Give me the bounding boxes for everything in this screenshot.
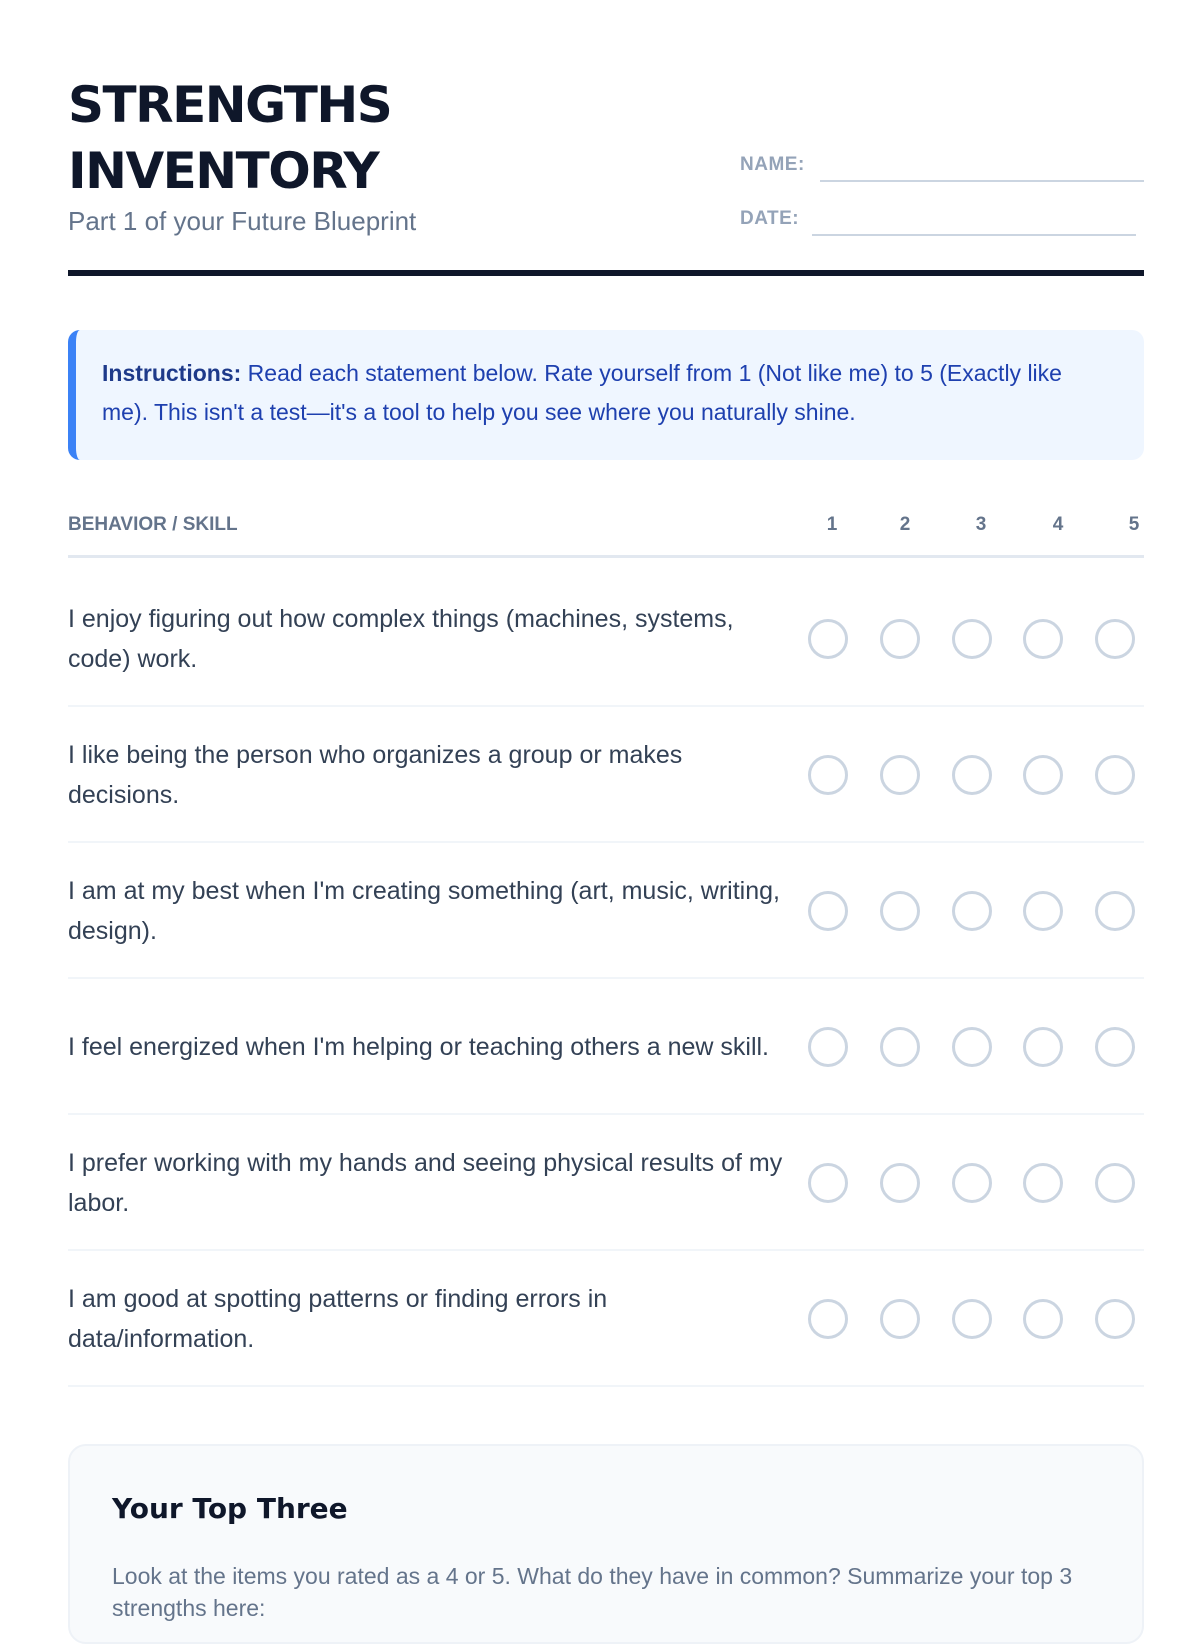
column-header-behavior: BEHAVIOR / SKILL [68,514,238,535]
rating-radio-1[interactable] [808,1027,848,1067]
rating-radio-3[interactable] [952,755,992,795]
table-row [68,979,1144,1115]
rating-radio-4[interactable] [1023,1027,1063,1067]
name-field[interactable] [820,180,1144,182]
column-header-2: 2 [899,514,911,535]
rating-radio-2[interactable] [880,619,920,659]
rating-radio-1[interactable] [808,755,848,795]
rating-radio-3[interactable] [952,1027,992,1067]
column-header-3: 3 [975,514,987,535]
table-header [68,506,1144,558]
title-line-2: INVENTORY [68,142,379,200]
top-three-section [68,1444,1144,1644]
rating-radio-5[interactable] [1095,1163,1135,1203]
statement-text: I feel energized when I'm helping or teaching others a new skill. [68,1033,770,1061]
page-subtitle: Part 1 of your Future Blueprint [68,206,417,236]
table-row [68,1251,1144,1387]
title-line-1: STRENGTHS [68,76,392,134]
column-header-4: 4 [1052,514,1064,535]
rating-radio-4[interactable] [1023,1299,1063,1339]
rating-radio-1[interactable] [808,1163,848,1203]
rating-radio-1[interactable] [808,619,848,659]
table-row [68,1115,1144,1251]
statement-text: I like being the person who organizes a group or makes decisions. [68,741,683,809]
top-three-title: Your Top Three [112,1492,348,1525]
worksheet-page [68,0,1144,1621]
rating-radio-4[interactable] [1023,755,1063,795]
header-divider [68,270,1144,276]
statement-text: I am good at spotting patterns or finding errors in data/information. [68,1285,608,1353]
rating-radio-4[interactable] [1023,1163,1063,1203]
rating-radio-2[interactable] [880,1163,920,1203]
rating-radio-5[interactable] [1095,619,1135,659]
instructions-box [68,330,1144,460]
column-header-5: 5 [1128,514,1140,535]
rating-radio-3[interactable] [952,619,992,659]
table-row [68,707,1144,843]
instructions-label: Instructions: [102,360,242,386]
rating-radio-3[interactable] [952,1299,992,1339]
statement-text: I prefer working with my hands and seeing physical results of my labor. [68,1149,783,1217]
rating-radio-1[interactable] [808,1299,848,1339]
rating-radio-2[interactable] [880,755,920,795]
rating-radio-5[interactable] [1095,1027,1135,1067]
table-row [68,843,1144,979]
rating-radio-2[interactable] [880,891,920,931]
rating-radio-5[interactable] [1095,1299,1135,1339]
rating-radio-5[interactable] [1095,891,1135,931]
rating-radio-2[interactable] [880,1027,920,1067]
date-label: DATE: [740,208,800,229]
top-three-instructions: Look at the items you rated as a 4 or 5. What do they have in common? Summarize your top 3 strengths here: [112,1563,1073,1621]
rating-radio-3[interactable] [952,1163,992,1203]
date-field[interactable] [812,234,1136,236]
rating-radio-5[interactable] [1095,755,1135,795]
table-row [68,571,1144,707]
rating-radio-1[interactable] [808,891,848,931]
statement-text: I am at my best when I'm creating something (art, music, writing, design). [68,877,780,945]
rating-radio-4[interactable] [1023,891,1063,931]
instructions-text: Read each statement below. Rate yourself from 1 (Not like me) to 5 (Exactly like me). This isn't a test—it's a tool to help you see where you naturally shine. [102,360,1062,425]
column-header-1: 1 [826,514,838,535]
page-title [68,72,391,204]
statement-text: I enjoy figuring out how complex things (machines, systems, code) work. [68,605,734,673]
rating-radio-3[interactable] [952,891,992,931]
rating-radio-2[interactable] [880,1299,920,1339]
name-label: NAME: [740,154,805,175]
rating-radio-4[interactable] [1023,619,1063,659]
